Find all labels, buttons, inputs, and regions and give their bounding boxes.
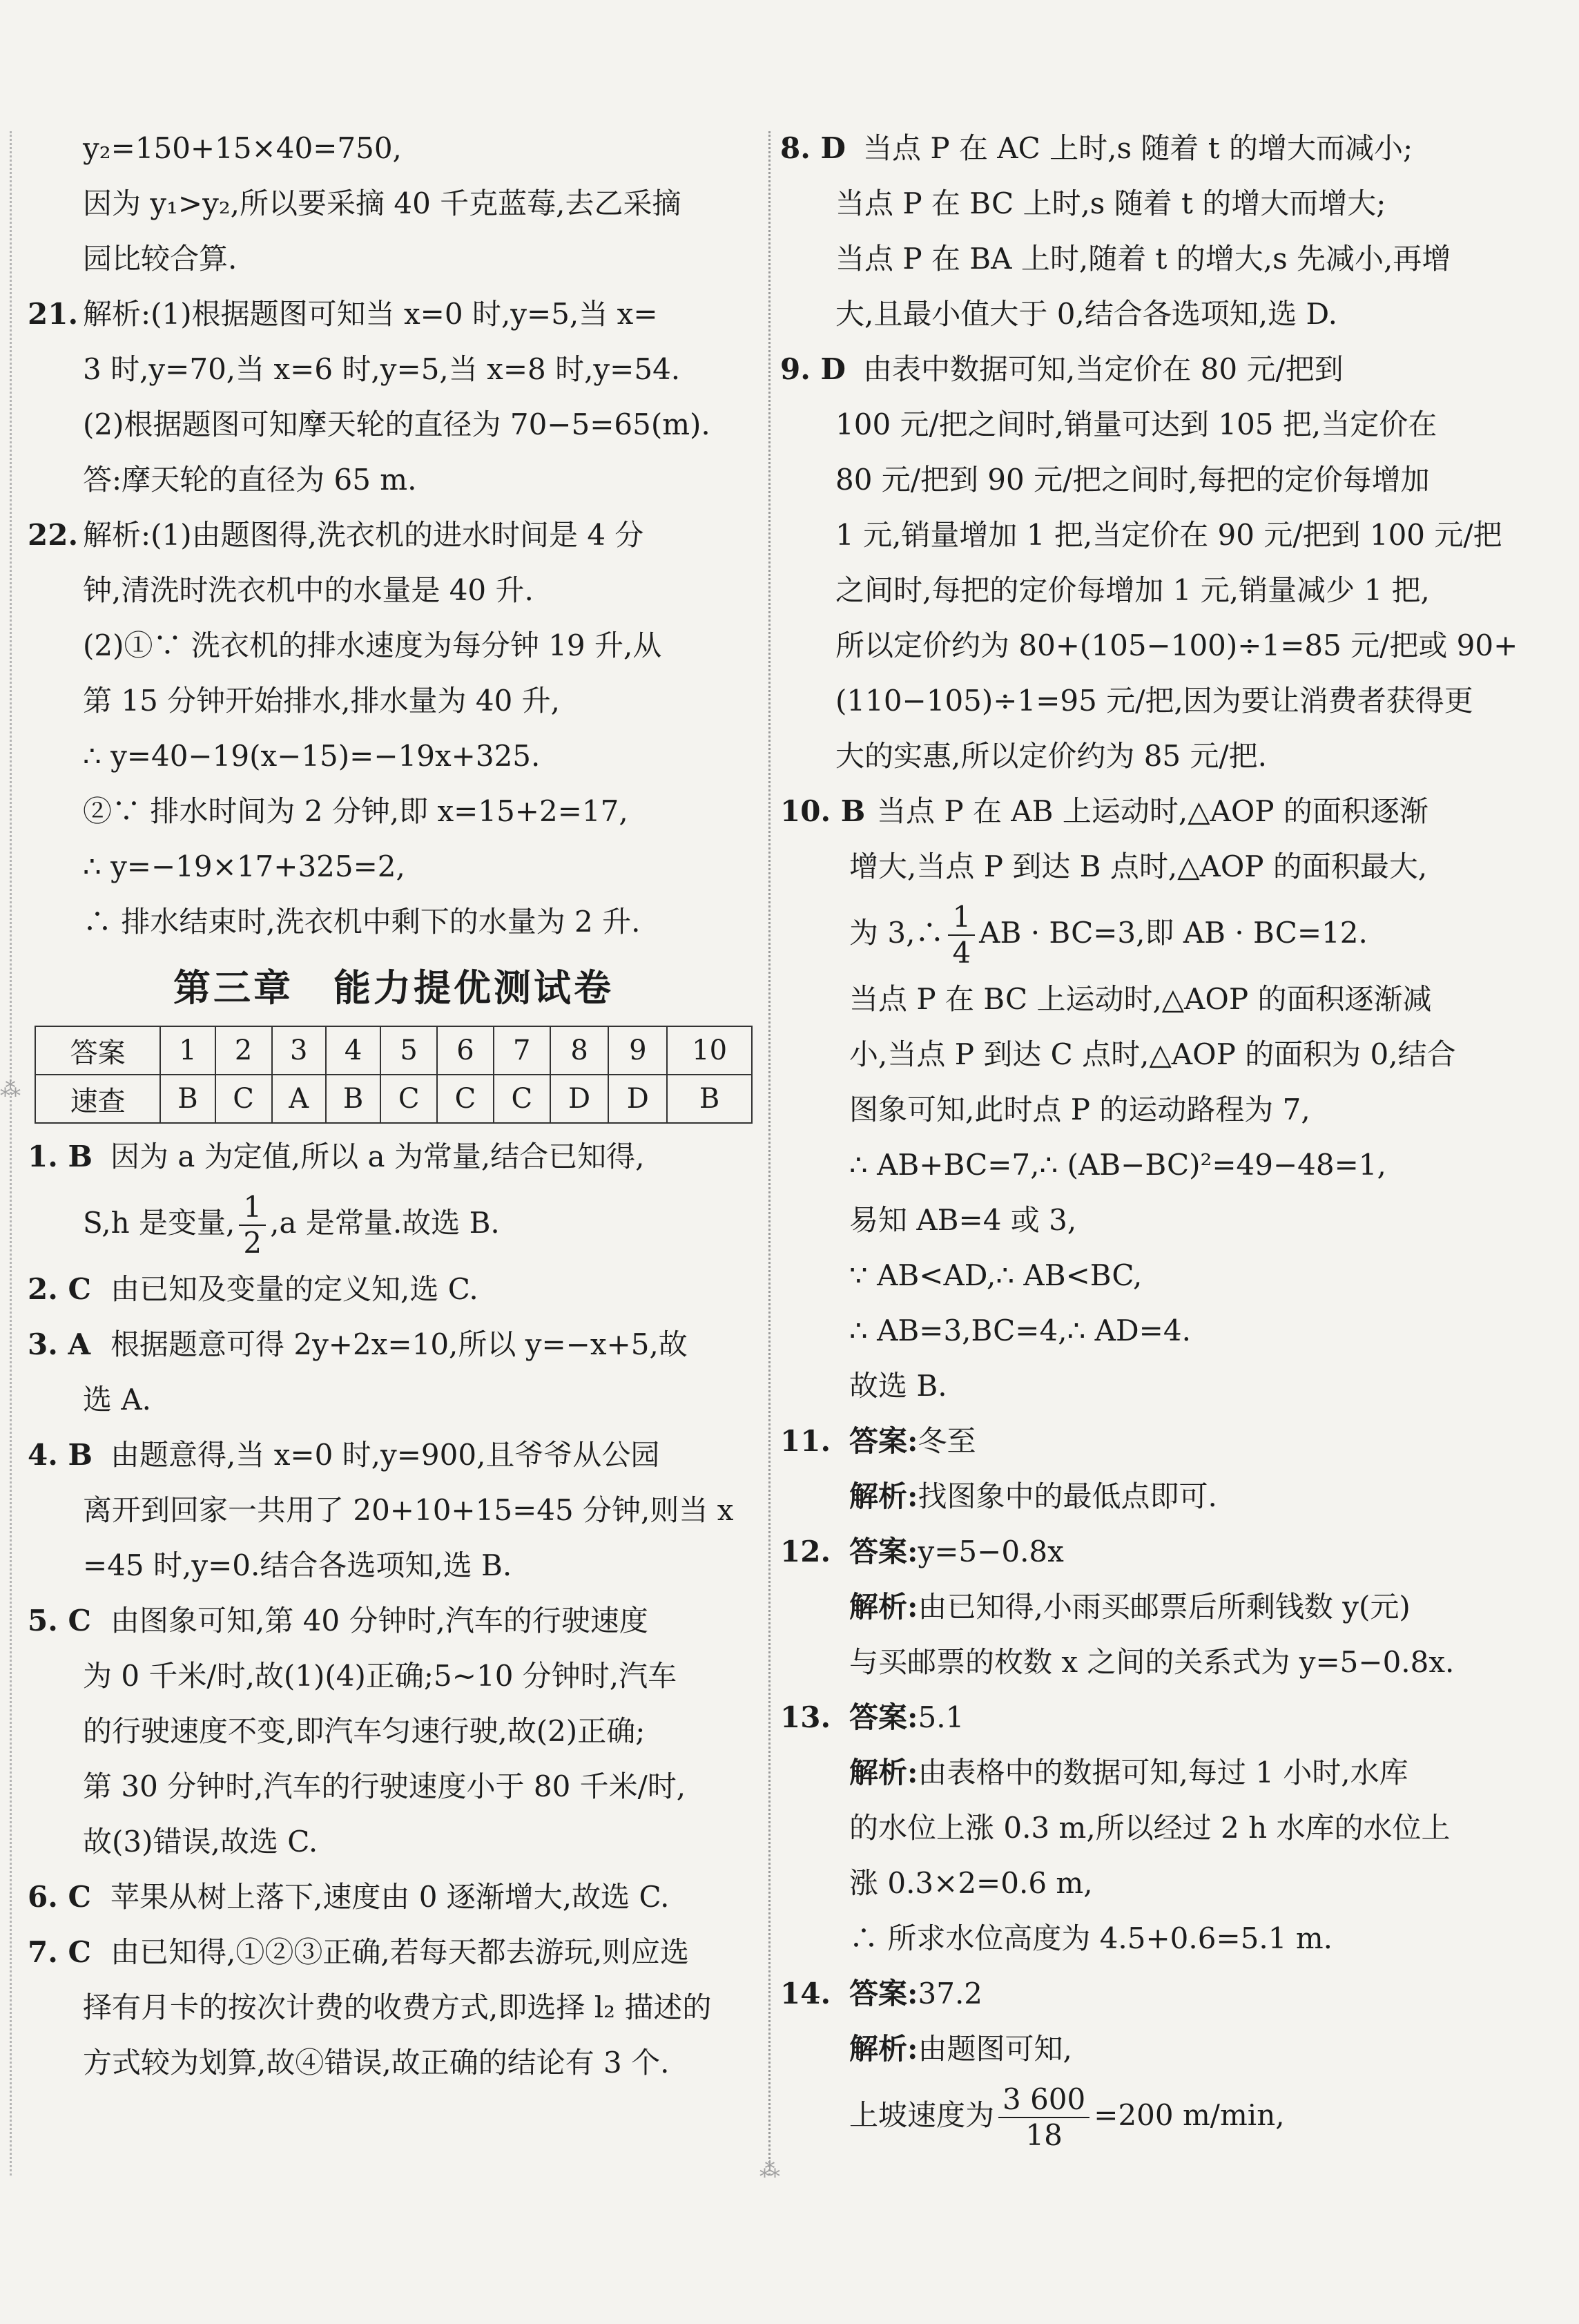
question-7 bbox=[28, 1925, 759, 2091]
text-line: 园比较合算. bbox=[83, 242, 238, 276]
answer-table bbox=[35, 1026, 753, 1124]
text-line: (110−105)÷1=95 元/把,因为要让消费者获得更 bbox=[835, 684, 1473, 718]
question-number: 4. B bbox=[28, 1438, 93, 1472]
text-line: 易知 AB=4 或 3, bbox=[849, 1203, 1077, 1237]
text-line: 涨 0.3×2=0.6 m, bbox=[849, 1866, 1093, 1900]
text-fragment: 为 3,∴ bbox=[849, 916, 945, 950]
question-1 bbox=[28, 1129, 759, 1262]
fraction bbox=[239, 1190, 266, 1260]
fraction-denominator: 4 bbox=[952, 936, 971, 970]
answer-table-cell: C bbox=[380, 1075, 437, 1123]
text-line: 钟,清洗时洗衣机中的水量是 40 升. bbox=[83, 573, 534, 607]
text-fragment: =200 m/min, bbox=[1094, 2098, 1285, 2132]
question-4 bbox=[28, 1428, 759, 1593]
answer-table-cell: 1 bbox=[160, 1026, 215, 1075]
text-line: 因为 a 为定值,所以 a 为常量,结合已知得, bbox=[110, 1140, 645, 1173]
text-line: 大,且最小值大于 0,结合各选项知,选 D. bbox=[835, 297, 1338, 331]
text-line: 故(3)错误,故选 C. bbox=[83, 1825, 318, 1859]
text-line: 解析:(1)根据题图可知当 x=0 时,y=5,当 x= bbox=[83, 297, 658, 331]
text-line: 80 元/把到 90 元/把之间时,每把的定价每增加 bbox=[835, 463, 1430, 497]
answer-value: 5.1 bbox=[918, 1700, 965, 1734]
text-line bbox=[780, 2077, 1526, 2154]
answer-table-row-answers bbox=[35, 1075, 752, 1123]
answer-table-cell: B bbox=[326, 1075, 380, 1123]
text-line bbox=[780, 894, 1526, 972]
text-line: 方式较为划算,故④错误,故正确的结论有 3 个. bbox=[83, 2046, 670, 2080]
answer-table-cell: B bbox=[160, 1075, 215, 1123]
text-line: 解析:(1)由题图得,洗衣机的进水时间是 4 分 bbox=[83, 518, 644, 552]
question-8 bbox=[780, 121, 1526, 342]
fraction-numerator: 3 600 bbox=[998, 2082, 1089, 2118]
fraction-denominator: 18 bbox=[1025, 2118, 1063, 2152]
text-line: 由已知得,小雨买邮票后所剩钱数 y(元) bbox=[918, 1590, 1411, 1624]
text-line: y₂=150+15×40=750, bbox=[83, 131, 402, 165]
text-line: 因为 y₁>y₂,所以要采摘 40 千克蓝莓,去乙采摘 bbox=[83, 186, 681, 220]
text-line: 第 30 分钟时,汽车的行驶速度小于 80 千米/时, bbox=[83, 1769, 686, 1803]
question-number: 10. B bbox=[780, 794, 866, 828]
fraction-denominator: 2 bbox=[243, 1226, 262, 1260]
text-fragment: AB · BC=3,即 AB · BC=12. bbox=[979, 916, 1368, 950]
chapter-title: 第三章 能力提优测试卷 bbox=[173, 966, 614, 1010]
answer-table-cell: C bbox=[437, 1075, 494, 1123]
text-fragment: 上坡速度为 bbox=[849, 2098, 995, 2132]
text-line: ∴ AB=3,BC=4,∴ AD=4. bbox=[849, 1314, 1191, 1347]
answer-table-cell: D bbox=[550, 1075, 609, 1123]
text-line: 的行驶速度不变,即汽车匀速行驶,故(2)正确; bbox=[83, 1714, 646, 1748]
text-line: =45 时,y=0.结合各选项知,选 B. bbox=[83, 1548, 512, 1582]
question-number: 6. C bbox=[28, 1880, 91, 1914]
answer-table-cell: 7 bbox=[494, 1026, 550, 1075]
question-number: 8. D bbox=[780, 131, 846, 165]
text-line: 为 0 千米/时,故(1)(4)正确;5~10 分钟时,汽车 bbox=[83, 1659, 677, 1693]
answer-table-cell: D bbox=[608, 1075, 667, 1123]
question-number: 2. C bbox=[28, 1272, 91, 1306]
text-line: 当点 P 在 BA 上时,随着 t 的增大,s 先减小,再增 bbox=[835, 242, 1451, 276]
answer-label: 答案: bbox=[849, 1700, 918, 1734]
analysis-label: 解析: bbox=[849, 2032, 918, 2066]
text-line: 由表格中的数据可知,每过 1 小时,水库 bbox=[918, 1756, 1408, 1789]
question-11 bbox=[780, 1414, 1526, 1524]
text-line: (2)①∵ 洗衣机的排水速度为每分钟 19 升,从 bbox=[83, 628, 662, 662]
text-line: 由已知及变量的定义知,选 C. bbox=[110, 1272, 478, 1306]
text-line: 由表中数据可知,当定价在 80 元/把到 bbox=[863, 352, 1344, 386]
question-number: 13. bbox=[780, 1700, 831, 1734]
text-line bbox=[28, 1184, 759, 1262]
question-number: 21. bbox=[28, 297, 79, 331]
text-line: ∴ 所求水位高度为 4.5+0.6=5.1 m. bbox=[849, 1921, 1333, 1955]
question-number: 12. bbox=[780, 1535, 831, 1568]
answer-table-cell: 3 bbox=[272, 1026, 326, 1075]
text-line: ②∵ 排水时间为 2 分钟,即 x=15+2=17, bbox=[83, 794, 628, 828]
answer-table-cell: 9 bbox=[608, 1026, 667, 1075]
answer-label: 答案: bbox=[849, 1977, 918, 2010]
text-line: 择有月卡的按次计费的收费方式,即选择 l₂ 描述的 bbox=[83, 1990, 712, 2024]
text-line: 100 元/把之间时,销量可达到 105 把,当定价在 bbox=[835, 407, 1437, 441]
answer-table-label: 速查 bbox=[35, 1075, 160, 1123]
text-line: 由题意得,当 x=0 时,y=900,且爷爷从公园 bbox=[110, 1438, 660, 1472]
answer-table-label: 答案 bbox=[35, 1026, 160, 1075]
fraction bbox=[948, 900, 975, 970]
answer-table-cell: 4 bbox=[326, 1026, 380, 1075]
text-line: 离开到回家一共用了 20+10+15=45 分钟,则当 x bbox=[83, 1493, 734, 1527]
text-line: ∴ y=40−19(x−15)=−19x+325. bbox=[83, 739, 541, 773]
answer-table-cell: C bbox=[215, 1075, 272, 1123]
text-line: 1 元,销量增加 1 把,当定价在 90 元/把到 100 元/把 bbox=[835, 518, 1502, 552]
answer-table-cell: 2 bbox=[215, 1026, 272, 1075]
text-line: 当点 P 在 BC 上时,s 随着 t 的增大而增大; bbox=[835, 186, 1386, 220]
text-line: 增大,当点 P 到达 B 点时,△AOP 的面积最大, bbox=[849, 849, 1428, 883]
text-line: 图象可知,此时点 P 的运动路程为 7, bbox=[849, 1093, 1310, 1126]
text-line: 大的实惠,所以定价约为 85 元/把. bbox=[835, 739, 1267, 773]
question-14 bbox=[780, 1966, 1526, 2154]
answer-label: 答案: bbox=[849, 1424, 918, 1458]
question-3 bbox=[28, 1317, 759, 1428]
answer-value: y=5−0.8x bbox=[918, 1535, 1064, 1568]
answer-table-cell: 10 bbox=[667, 1026, 752, 1075]
answer-table-row-numbers bbox=[35, 1026, 752, 1075]
scan-mark-left: ⁂ bbox=[0, 1077, 21, 1102]
text-line: 所以定价约为 80+(105−100)÷1=85 元/把或 90+ bbox=[835, 628, 1518, 662]
question-9 bbox=[780, 342, 1526, 784]
text-line: 3 时,y=70,当 x=6 时,y=5,当 x=8 时,y=54. bbox=[83, 352, 681, 386]
analysis-label: 解析: bbox=[849, 1590, 918, 1624]
text-line: 选 A. bbox=[83, 1383, 152, 1417]
text-line: 由已知得,①②③正确,若每天都去游玩,则应选 bbox=[110, 1935, 690, 1969]
question-6 bbox=[28, 1870, 759, 1925]
column-divider bbox=[768, 131, 771, 2176]
answer-value: 冬至 bbox=[918, 1424, 976, 1458]
text-line: 当点 P 在 BC 上运动时,△AOP 的面积逐渐减 bbox=[849, 982, 1432, 1016]
text-line: ∵ AB<AD,∴ AB<BC, bbox=[849, 1258, 1143, 1292]
text-line: 小,当点 P 到达 C 点时,△AOP 的面积为 0,结合 bbox=[849, 1037, 1456, 1071]
question-number: 5. C bbox=[28, 1604, 91, 1638]
question-number: 9. D bbox=[780, 352, 846, 386]
text-line: 根据题意可得 2y+2x=10,所以 y=−x+5,故 bbox=[110, 1327, 688, 1361]
answer-table-cell: C bbox=[494, 1075, 550, 1123]
answer-table-cell: B bbox=[667, 1075, 752, 1123]
text-line: 之间时,每把的定价每增加 1 元,销量减少 1 把, bbox=[835, 573, 1430, 607]
question-2 bbox=[28, 1262, 759, 1317]
question-10 bbox=[780, 784, 1526, 1414]
question-12 bbox=[780, 1524, 1526, 1690]
question-5 bbox=[28, 1593, 759, 1870]
question-number: 7. C bbox=[28, 1935, 91, 1969]
analysis-label: 解析: bbox=[849, 1756, 918, 1789]
answer-table-cell: A bbox=[272, 1075, 326, 1123]
analysis-label: 解析: bbox=[849, 1479, 918, 1513]
text-line: ∴ 排水结束时,洗衣机中剩下的水量为 2 升. bbox=[83, 905, 641, 939]
question-number: 3. A bbox=[28, 1327, 91, 1361]
text-line: ∴ AB+BC=7,∴ (AB−BC)²=49−48=1, bbox=[849, 1148, 1386, 1182]
left-margin-rule bbox=[10, 131, 12, 2176]
scan-mark-bottom: ⁂ bbox=[759, 2158, 780, 2182]
text-line: 故选 B. bbox=[849, 1369, 947, 1403]
question-number: 1. B bbox=[28, 1140, 93, 1173]
text-line: 当点 P 在 AB 上运动时,△AOP 的面积逐渐 bbox=[877, 794, 1428, 828]
question-number: 22. bbox=[28, 518, 79, 552]
text-fragment: ,a 是常量.故选 B. bbox=[270, 1206, 500, 1240]
answer-table-cell: 8 bbox=[550, 1026, 609, 1075]
question-21 bbox=[28, 287, 759, 508]
right-column bbox=[780, 121, 1526, 2154]
text-line: (2)根据题图可知摩天轮的直径为 70−5=65(m). bbox=[83, 407, 710, 441]
text-fragment: S,h 是变量, bbox=[83, 1206, 235, 1240]
question-22 bbox=[28, 508, 759, 950]
text-line: 找图象中的最低点即可. bbox=[918, 1479, 1217, 1513]
text-line: 第 15 分钟开始排水,排水量为 40 升, bbox=[83, 684, 560, 718]
text-line: 与买邮票的枚数 x 之间的关系式为 y=5−0.8x. bbox=[849, 1645, 1455, 1679]
text-line: 由题图可知, bbox=[918, 2032, 1072, 2066]
fraction-numerator: 1 bbox=[239, 1190, 266, 1226]
answer-table-cell: 6 bbox=[437, 1026, 494, 1075]
text-line: 的水位上涨 0.3 m,所以经过 2 h 水库的水位上 bbox=[849, 1811, 1451, 1845]
text-line: 当点 P 在 AC 上时,s 随着 t 的增大而减小; bbox=[863, 131, 1413, 165]
text-line: 答:摩天轮的直径为 65 m. bbox=[83, 463, 417, 497]
text-line: 苹果从树上落下,速度由 0 逐渐增大,故选 C. bbox=[110, 1880, 670, 1914]
left-column bbox=[28, 121, 759, 2091]
text-line: ∴ y=−19×17+325=2, bbox=[83, 849, 405, 883]
fraction-numerator: 1 bbox=[948, 900, 975, 936]
fraction bbox=[998, 2082, 1089, 2153]
answer-table-cell: 5 bbox=[380, 1026, 437, 1075]
answer-label: 答案: bbox=[849, 1535, 918, 1568]
question-13 bbox=[780, 1690, 1526, 1966]
answer-value: 37.2 bbox=[918, 1977, 983, 2010]
question-number: 11. bbox=[780, 1424, 831, 1458]
question-number: 14. bbox=[780, 1977, 831, 2010]
text-line: 由图象可知,第 40 分钟时,汽车的行驶速度 bbox=[110, 1604, 648, 1638]
